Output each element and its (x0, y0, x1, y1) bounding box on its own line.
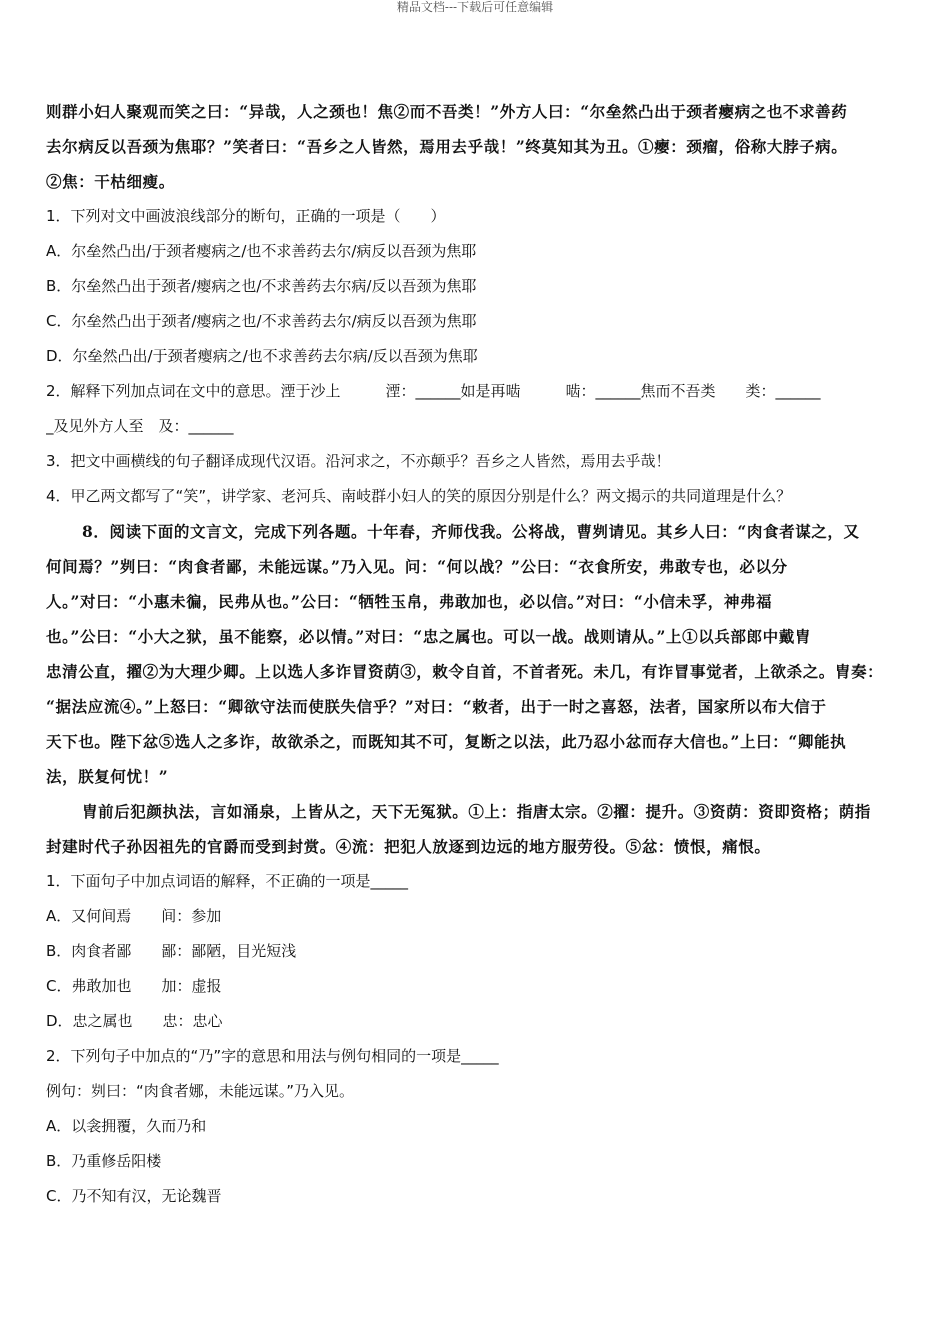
text-line: ②焦：干枯细瘦。 (46, 172, 175, 191)
page-header: 精品文档---下载后可任意编辑 (396, 0, 554, 14)
text-line: B．肉食者鄙 鄙：鄙陋，目光短浅 (46, 942, 297, 960)
text-line: 忠清公直，擢②为大理少卿。上以选人多诈冒资荫③，敕令自首，不首者死。未几，有诈冒事觉者，上欲杀之。胄奏： (46, 662, 884, 681)
text-line: 1．下面句子中加点词语的解释，不正确的一项是_____ (46, 872, 409, 890)
text-line: 法，朕复何忧！” (46, 767, 169, 786)
document-body (46, 94, 906, 1214)
text-line: 去尔病反以吾颈为焦耶？”笑者曰：“吾乡之人皆然，焉用去乎哉！”终莫知其为丑。①瘿：颈瘤，俗称大脖子病。 (46, 137, 848, 156)
text-line: D．尔垒然凸出/于颈者瘿病之/也不求善药去尔病/反以吾颈为焦耶 (46, 347, 478, 365)
text-line: 则群小妇人聚观而笑之曰：“异哉，人之颈也！焦②而不吾类！”外方人曰：“尔垒然凸出于颈者瘿病之也不求善药 (46, 102, 848, 121)
text-line: 胄前后犯颜执法，言如涌泉，上皆从之，天下无冤狱。①上：指唐太宗。②擢：提升。③资荫：资即资格；荫指 (82, 802, 871, 821)
text-line: C．乃不知有汉，无论魏晋 (46, 1187, 222, 1205)
text-line: 何间焉？”刿曰：“肉食者鄙，未能远谋。”乃入见。问：“何以战？”公曰：“衣食所安，弗敢专也，必以分 (46, 557, 788, 576)
text-line: D．忠之属也 忠：忠心 (46, 1012, 223, 1030)
text-line: A．以衾拥覆，久而乃和 (46, 1117, 207, 1135)
text-line: _及见外方人至 及：______ (46, 417, 234, 435)
text-line: 也。”公曰：“小大之狱，虽不能察，必以情。”对曰：“忠之属也。可以一战。战则请从。”上①以兵部郎中戴胄 (46, 627, 811, 646)
text-line: 人。”对曰：“小惠未徧，民弗从也。”公曰：“牺牲玉帛，弗敢加也，必以信。”对曰：“小信未孚，神弗福 (46, 592, 773, 611)
text-line: 天下也。陛下忿⑤选人之多诈，故欲杀之，而既知其不可，复断之以法，此乃忍小忿而存大信也。”上曰：“卿能执 (46, 732, 847, 751)
text-line: C．尔垒然凸出于颈者/瘿病之也/不求善药去尔/病反以吾颈为焦耶 (46, 312, 477, 330)
text-line: 2．下列句子中加点的“乃”字的意思和用法与例句相同的一项是_____ (46, 1047, 499, 1065)
text-line: “据法应流④。”上怒曰：“卿欲守法而使朕失信乎？”对曰：“敕者，出于一时之喜怒，法者，国家所以布大信于 (46, 697, 827, 716)
text-line: B．尔垒然凸出于颈者/瘿病之也/不求善药去尔病/反以吾颈为焦耶 (46, 277, 477, 295)
text-line: 封建时代子孙因祖先的官爵而受到封赏。④流：把犯人放逐到边远的地方服劳役。⑤忿：愤恨，痛恨。 (46, 837, 771, 856)
text-line: 例句：刿曰：“肉食者娜，未能远谋。”乃入见。 (46, 1082, 355, 1100)
text-line: C．弗敢加也 加：虚报 (46, 977, 222, 995)
text-line: A．又何间焉 间：参加 (46, 907, 222, 925)
text-line: B．乃重修岳阳楼 (46, 1152, 162, 1170)
text-line: 4．甲乙两文都写了“笑”，讲学家、老河兵、南岐群小妇人的笑的原因分别是什么？两文揭示的共同道理是什么？ (46, 487, 792, 505)
text-line: 2．解释下列加点词在文中的意思。湮于沙上 湮：______如是再啮 啮：______焦而不吾类 类：______ (46, 382, 821, 400)
text-line: 3．把文中画横线的句子翻译成现代汉语。沿河求之，不亦颠乎？吾乡之人皆然，焉用去乎哉！ (46, 452, 671, 470)
text-line: A．尔垒然凸出/于颈者瘿病之/也不求善药去尔/病反以吾颈为焦耶 (46, 242, 477, 260)
text-line: 8．阅读下面的文言文，完成下列各题。十年春，齐师伐我。公将战，曹刿请见。其乡人曰：“肉食者谋之，又 (82, 522, 860, 541)
text-line: 1．下列对文中画波浪线部分的断句，正确的一项是（ ） (46, 207, 446, 225)
